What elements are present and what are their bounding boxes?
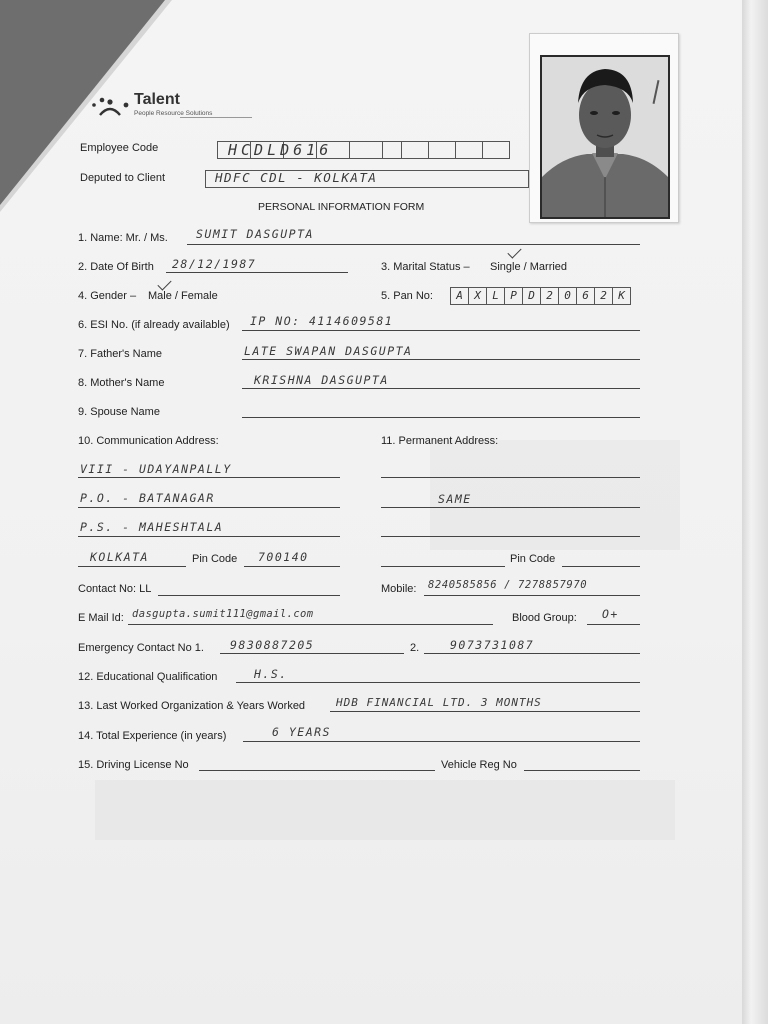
qualification-label: 12. Educational Qualification [78,671,218,683]
name-line [187,244,640,245]
name-value[interactable]: SUMIT DASGUPTA [196,227,314,241]
pan-char: 2 [594,287,613,305]
driving-license-line[interactable] [199,770,435,771]
perm-address-line-3[interactable] [381,536,640,537]
pan-char: A [450,287,469,305]
blood-group-value[interactable]: O+ [602,607,619,621]
driving-license-label: 15. Driving License No [78,759,189,771]
applicant-portrait-image [542,57,668,217]
vehicle-reg-line[interactable] [524,770,640,771]
esi-value[interactable]: IP NO: 4114609581 [250,314,394,328]
qualification-line [236,682,640,683]
esi-label: 6. ESI No. (if already available) [78,319,230,331]
spouse-name-line[interactable] [242,417,640,418]
emergency-contact-2-line [424,653,640,654]
emergency-contact-1-value[interactable]: 9830887205 [230,638,315,652]
last-organization-line [330,711,640,712]
mother-name-line [242,388,640,389]
vehicle-reg-label: Vehicle Reg No [441,759,517,771]
esi-line [242,330,640,331]
name-label: 1. Name: Mr. / Ms. [78,232,168,244]
pan-char: 2 [540,287,559,305]
pan-char: 6 [576,287,595,305]
emergency-contact-1-line [220,653,404,654]
mother-name-value[interactable]: KRISHNA DASGUPTA [254,373,389,387]
pan-label: 5. Pan No: [381,290,433,302]
marital-status-label: 3. Marital Status – [381,261,470,273]
total-experience-value[interactable]: 6 YEARS [272,725,331,739]
father-name-value[interactable]: LATE SWAPAN DASGUPTA [244,344,413,358]
qualification-value[interactable]: H.S. [254,667,288,681]
comm-pin-code-line [244,566,340,567]
email-label: E Mail Id: [78,612,124,624]
comm-address-line-2 [78,507,340,508]
comm-address-line-3 [78,536,340,537]
pan-char: X [468,287,487,305]
comm-city-line [78,566,186,567]
spouse-name-label: 9. Spouse Name [78,406,160,418]
email-line [128,624,493,625]
perm-pin-code-label: Pin Code [510,553,556,565]
pan-char: 0 [558,287,577,305]
contact-ll-line[interactable] [158,595,340,596]
bleed-through-table [95,780,675,840]
last-organization-label: 13. Last Worked Organization & Years Worked [78,700,306,712]
emergency-contact-2-label: 2. [410,642,420,654]
comm-address-line-2-value[interactable]: P.O. - BATANAGAR [80,491,215,505]
mobile-label: Mobile: [381,583,417,595]
logo-rule [180,117,252,118]
gender-label: 4. Gender – [78,290,137,302]
pan-char: P [504,287,523,305]
mobile-value[interactable]: 8240585856 / 7278857970 [428,579,588,591]
perm-address-value[interactable]: SAME [438,492,472,506]
comm-address-line-1 [78,477,340,478]
permanent-address-label: 11. Permanent Address: [381,435,499,447]
comm-address-line-3-value[interactable]: P.S. - MAHESHTALA [80,520,224,534]
father-name-line [242,359,640,360]
comm-city-value[interactable]: KOLKATA [90,550,149,564]
perm-address-line-1[interactable] [381,477,640,478]
perm-address-line-2 [381,507,640,508]
perm-city-line[interactable] [381,566,505,567]
page-edge [742,0,768,1024]
father-name-label: 7. Father's Name [78,348,163,360]
mobile-line [424,595,640,596]
dob-value[interactable]: 28/12/1987 [172,257,257,271]
contact-ll-label: Contact No: LL [78,583,152,595]
last-organization-value[interactable]: HDB FINANCIAL LTD. 3 MONTHS [336,696,542,709]
gender-options[interactable]: Male / Female [148,290,218,302]
employee-code-value: HCDLD616 [228,141,333,159]
pan-boxes[interactable] [451,287,631,305]
mother-name-label: 8. Mother's Name [78,377,165,389]
total-experience-line [243,741,640,742]
talent-logo-icon [88,93,130,117]
applicant-photo [540,55,670,219]
dob-label: 2. Date Of Birth [78,261,154,273]
company-tagline: People Resource Solutions [134,110,213,117]
emergency-contact-2-value[interactable]: 9073731087 [450,638,535,652]
emergency-contact-label: Emergency Contact No 1. [78,642,204,654]
communication-address-label: 10. Communication Address: [78,435,219,447]
comm-pin-code-value[interactable]: 700140 [258,550,309,564]
blood-group-line [587,624,640,625]
marital-status-options[interactable]: Single / Married [490,261,568,273]
comm-pin-code-label: Pin Code [192,553,238,565]
pan-char: D [522,287,541,305]
perm-pin-code-line[interactable] [562,566,640,567]
dob-line [166,272,348,273]
blood-group-label: Blood Group: [512,612,577,624]
form-title: PERSONAL INFORMATION FORM [258,201,425,213]
total-experience-label: 14. Total Experience (in years) [78,730,227,742]
pan-char: L [486,287,505,305]
deputed-to-client-label: Deputed to Client [80,172,165,184]
email-value[interactable]: dasgupta.sumit111@gmail.com [132,608,314,620]
deputed-to-client-value: HDFC CDL - KOLKATA [215,170,378,185]
employee-code-label: Employee Code [80,142,159,154]
pan-char: K [612,287,631,305]
company-name: Talent [134,91,180,108]
comm-address-line-1-value[interactable]: VIII - UDAYANPALLY [80,462,232,476]
